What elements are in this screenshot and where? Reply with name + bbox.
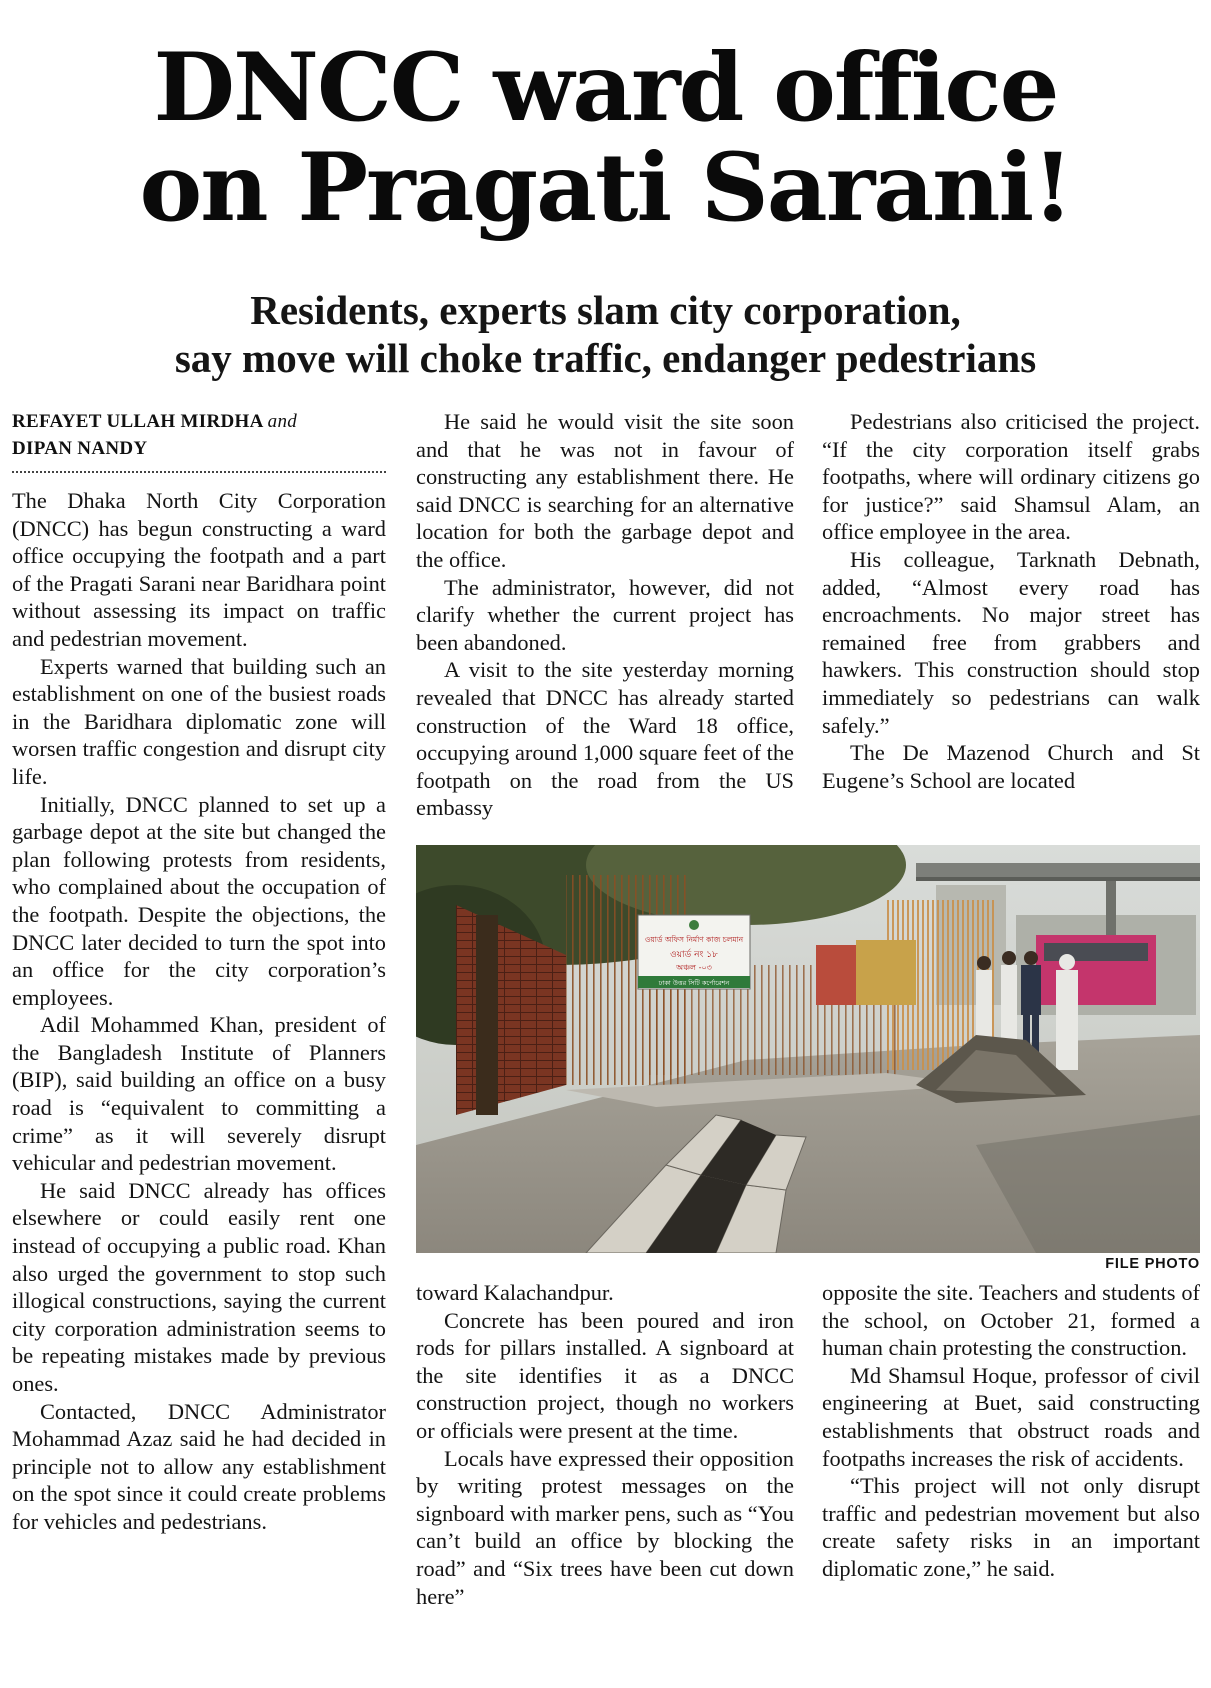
signboard-footer: ঢাকা উত্তর সিটি কর্পোরেশন	[658, 979, 730, 987]
article-column-3-top	[822, 408, 1200, 794]
headline-line-1: DNCC ward office	[153, 33, 1058, 143]
byline-author-1: REFAYET ULLAH MIRDHA	[12, 411, 263, 432]
byline-conjunction: and	[267, 411, 298, 432]
headline-line-2: on Pragati Sarani!	[139, 133, 1072, 243]
paragraph: Pedestrians also criticised the project. “If the city corporation itself grabs footpaths, where will ordinary citizens go for justice?” said Shamsul Alam, an office employee in the area.	[822, 409, 1200, 545]
article-column-3-bottom	[822, 1279, 1200, 1583]
byline	[12, 408, 386, 462]
byline-divider	[12, 471, 386, 473]
article-column-2-top	[416, 408, 794, 822]
paragraph: Initially, DNCC planned to set up a garbage depot at the site but changed the plan following protests from residents, who complained about the occupation of the footpath. Despite the objections, the DNCC later decided to turn the spot into an office for the city corporation’s employees.	[12, 791, 386, 1010]
deck-line-1: Residents, experts slam city corporation,	[250, 287, 961, 333]
paragraph: Locals have expressed their opposition by writing protest messages on the signboard with marker pens, such as “You can’t build an office by blocking the road” and “Six trees have been cut down here”	[416, 1445, 794, 1609]
byline-author-2: DIPAN NANDY	[12, 438, 148, 459]
paragraph: opposite the site. Teachers and students of the school, on October 21, formed a human chain protesting the construction.	[822, 1280, 1200, 1361]
paragraph: Experts warned that building such an establishment on one of the busiest roads in the Baridhara diplomatic zone will worsen traffic congestion and disrupt city life.	[12, 653, 386, 789]
paragraph: The Dhaka North City Corporation (DNCC) has begun constructing a ward office occupying the footpath and a part of the Pragati Sarani near Baridhara point without assessing its impact on traffic and pedestrian movement.	[12, 488, 386, 651]
article-column-1	[12, 487, 386, 1536]
article-column-2-bottom	[416, 1279, 794, 1610]
signboard-line-2: ওয়ার্ড নং ১৮	[670, 950, 718, 960]
deck-line-2: say move will choke traffic, endanger pedestrians	[174, 335, 1037, 381]
photo-credit: FILE PHOTO	[1105, 1256, 1200, 1272]
paragraph: He said DNCC already has offices elsewhere or could easily rent one instead of occupying a public road. Khan also urged the government to stop such illogical constructions, saying the current city corporation administration seems to be repeating mistakes made by previous ones.	[12, 1177, 386, 1396]
signboard-line-1: ওয়ার্ড অফিস নির্মাণ কাজ চলমান	[644, 935, 744, 944]
paragraph: Concrete has been poured and iron rods for pillars installed. A signboard at the site identifies it as a DNCC construction project, though no workers or officials were present at the time.	[416, 1307, 794, 1443]
paragraph: A visit to the site yesterday morning revealed that DNCC has already started construction of the Ward 18 office, occupying around 1,000 square feet of the footpath on the road from the US embassy	[416, 657, 794, 821]
paragraph: “This project will not only disrupt traffic and pedestrian movement but also create safety risks in an important diplomatic zone,” he said.	[822, 1473, 1200, 1581]
paragraph: Adil Mohammed Khan, president of the Bangladesh Institute of Planners (BIP), said building an office on a busy road is “equivalent to committing a crime” as it will severely disrupt vehicular and pedestrian movement.	[12, 1012, 386, 1176]
paragraph: He said he would visit the site soon and that he was not in favour of constructing any establishment there. He said DNCC is searching for an alternative location for both the garbage depot and the office.	[416, 409, 794, 572]
construction-site-photo	[416, 845, 1200, 1253]
deck-subheadline	[0, 286, 1211, 382]
news-photo	[416, 845, 1200, 1253]
paragraph: The administrator, however, did not clarify whether the current project has been abandoned.	[416, 574, 794, 655]
paragraph: His colleague, Tarknath Debnath, added, “Almost every road has encroachments. No major street has remained free from grabbers and hawkers. This construction should stop immediately so pedestrians can walk safely.”	[822, 546, 1200, 738]
paragraph: The De Mazenod Church and St Eugene’s School are located	[822, 740, 1200, 793]
signboard-line-3: অঞ্চল -০৩	[676, 963, 712, 972]
paragraph: Md Shamsul Hoque, professor of civil engineering at Buet, said constructing establishments that obstruct roads and footpaths increases the risk of accidents.	[822, 1362, 1200, 1471]
headline	[0, 33, 1211, 243]
paragraph: toward Kalachandpur.	[416, 1280, 614, 1305]
paragraph: Contacted, DNCC Administrator Mohammad Azaz said he had decided in principle not to allow any establishment on the spot since it could create problems for vehicles and pedestrians.	[12, 1398, 386, 1534]
